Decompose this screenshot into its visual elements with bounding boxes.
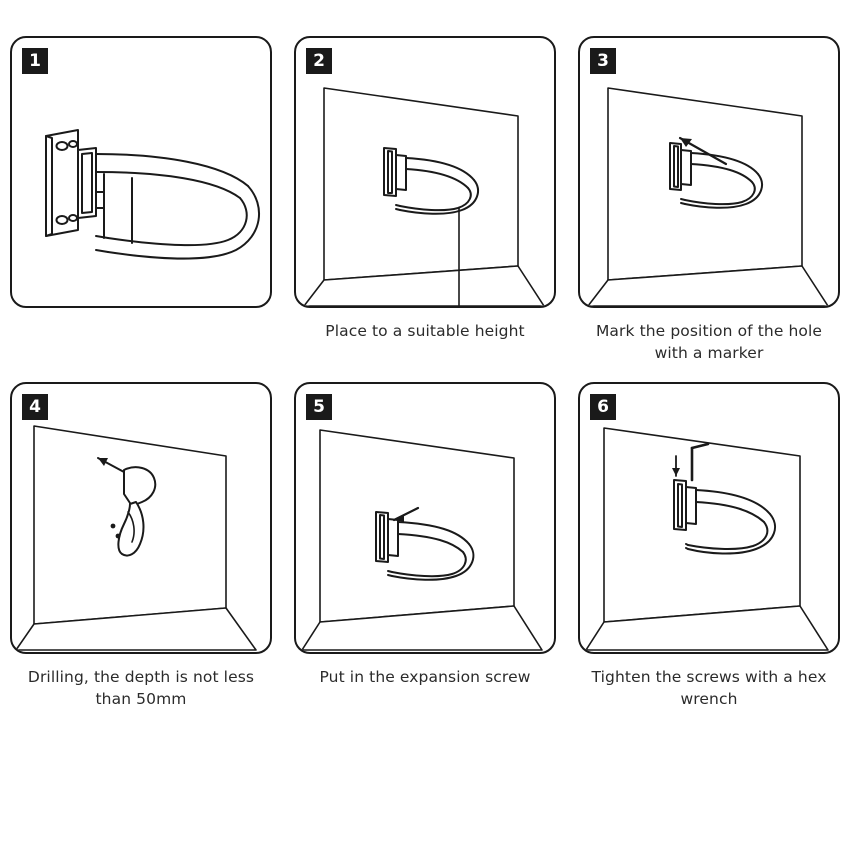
step-4-panel (10, 382, 272, 654)
step-6-caption: Tighten the screws with a hex wrench (591, 668, 827, 708)
step-1-badge: 1 (22, 48, 48, 74)
step-4-badge: 4 (22, 394, 48, 420)
step-2 (294, 36, 556, 342)
grab-bar-product-view-illustration (12, 38, 270, 306)
step-row-top (10, 36, 840, 364)
step-5-badge: 5 (306, 394, 332, 420)
step-4-caption: Drilling, the depth is not less than 50mm (27, 668, 255, 708)
step-6-panel (578, 382, 840, 654)
wall-with-grab-bar-and-marker-arrow-illustration (580, 38, 838, 306)
step-6 (578, 382, 840, 710)
step-5 (294, 382, 556, 688)
wall-with-drill-and-holes-illustration (12, 384, 270, 652)
step-2-caption: Place to a suitable height (325, 322, 525, 340)
wall-with-grab-bar-and-screw-arrow-illustration (296, 384, 554, 652)
step-3 (578, 36, 840, 364)
step-2-panel (294, 36, 556, 308)
step-3-panel (578, 36, 840, 308)
step-5-caption: Put in the expansion screw (319, 668, 531, 686)
step-2-badge: 2 (306, 48, 332, 74)
step-5-panel (294, 382, 556, 654)
wall-with-grab-bar-and-plumb-line-illustration (296, 38, 554, 306)
step-3-caption: Mark the position of the hole with a marker (595, 322, 823, 362)
wall-with-grab-bar-and-hex-wrench-illustration (580, 384, 838, 652)
step-row-bottom (10, 382, 840, 710)
step-4 (10, 382, 272, 710)
step-1-panel (10, 36, 272, 308)
step-1 (10, 36, 272, 320)
step-6-badge: 6 (590, 394, 616, 420)
step-3-badge: 3 (590, 48, 616, 74)
